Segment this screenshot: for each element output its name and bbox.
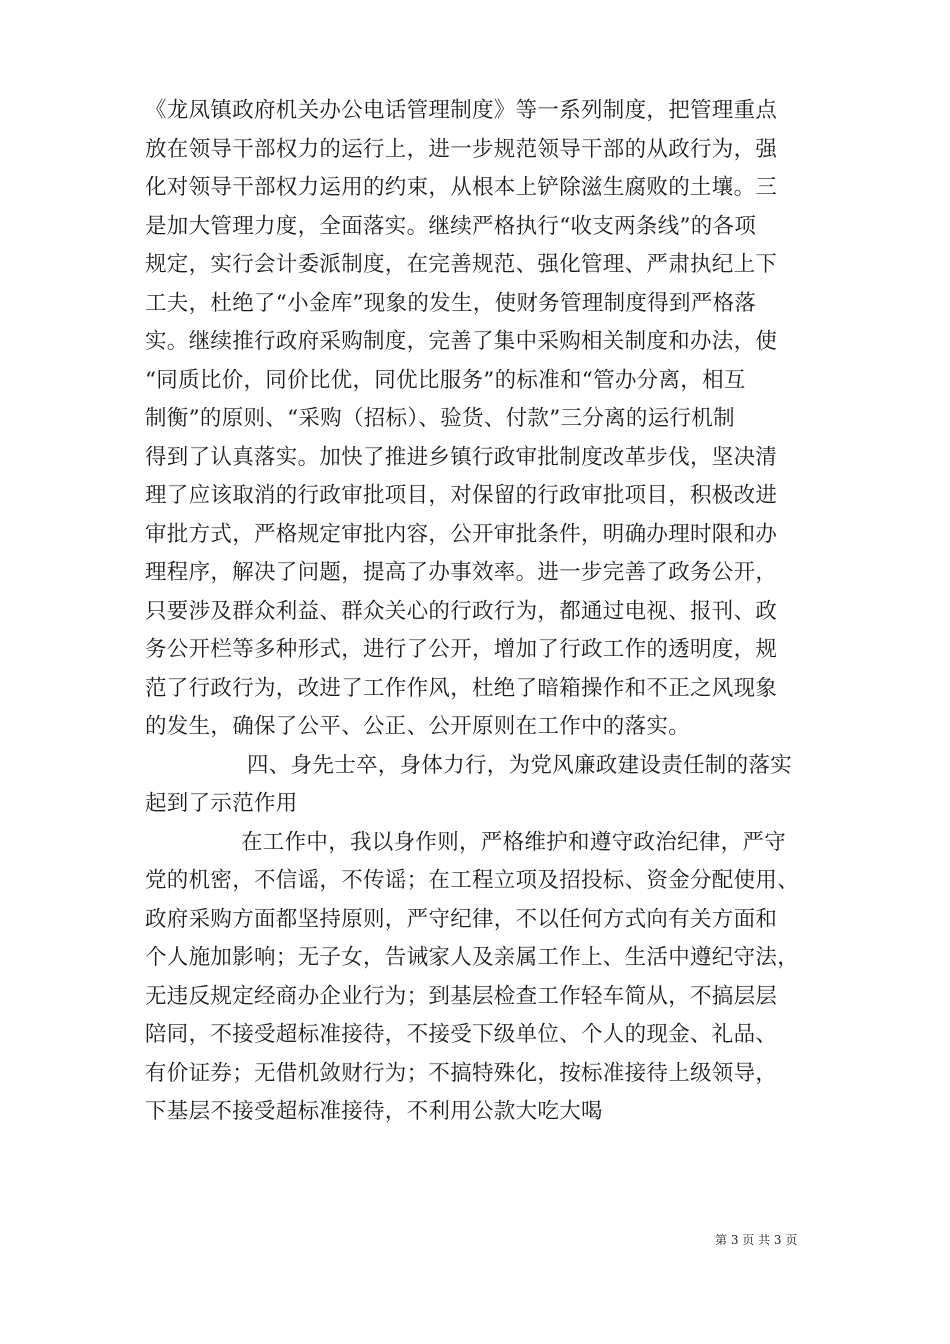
text-line: 规定，实行会计委派制度，在完善规范、强化管理、严肃执纪上下	[145, 252, 778, 277]
text-line: 个人施加影响；无子女，告诫家人及亲属工作上、生活中遵纪守法，	[145, 945, 800, 970]
text-line: 下基层不接受超标准接待，不利用公款大吃大喝	[145, 1099, 603, 1124]
text-line: 《龙凤镇政府机关办公电话管理制度》等一系列制度，把管理重点	[145, 98, 778, 123]
text-line: 只要涉及群众利益、群众关心的行政行为，都通过电视、报刊、政	[145, 598, 778, 624]
text-line: 制衡”的原则、“采购（招标）、验货、付款”三分离的运行机制	[145, 406, 735, 431]
text-line: 是加大管理力度，全面落实。继续严格执行“收支两条线”的各项	[145, 213, 757, 239]
text-line: 化对领导干部权力运用的约束，从根本上铲除滋生腐败的土壤。三	[145, 175, 778, 200]
text-line: “同质比价，同价比优，同优比服务”的标准和“管办分离，相互	[145, 367, 746, 393]
text-line: 范了行政行为，改进了工作作风，杜绝了暗箱操作和不正之风现象	[145, 675, 778, 701]
document-body	[145, 92, 815, 1132]
text-line: 的发生，确保了公平、公正、公开原则在工作中的落实。	[145, 714, 691, 739]
text-line: 理程序，解决了问题，提高了办事效率。进一步完善了政务公开，	[145, 560, 778, 585]
text-line: 得到了认真落实。加快了推进乡镇行政审批制度改革步伐，坚决清	[145, 444, 778, 470]
text-line: 在工作中，我以身作则，严格维护和遵守政治纪律，严守	[241, 829, 787, 855]
text-line: 有价证券；无借机敛财行为；不搞特殊化，按标准接待上级领导，	[145, 1060, 778, 1086]
section-heading-continued: 起到了示范作用	[145, 791, 298, 816]
text-line: 务公开栏等多种形式，进行了公开，增加了行政工作的透明度，规	[145, 637, 778, 662]
page-number: 第 3 页 共 3 页	[715, 1233, 798, 1247]
text-line: 审批方式，严格规定审批内容，公开审批条件，明确办理时限和办	[145, 521, 778, 547]
section-heading: 四、身先士卒，身体力行，为党风廉政建设责任制的落实	[247, 752, 793, 778]
text-line: 理了应该取消的行政审批项目，对保留的行政审批项目，积极改进	[145, 483, 778, 508]
text-line: 实。继续推行政府采购制度，完善了集中采购相关制度和办法，使	[145, 329, 778, 354]
text-line: 无违反规定经商办企业行为；到基层检查工作轻车简从，不搞层层	[145, 983, 778, 1009]
text-line: 党的机密，不信谣，不传谣；在工程立项及招投标、资金分配使用、	[145, 868, 800, 893]
text-line: 工夫，杜绝了“小金库”现象的发生，使财务管理制度得到严格落	[145, 290, 757, 316]
text-line: 陪同，不接受超标准接待，不接受下级单位、个人的现金、礼品、	[145, 1022, 778, 1047]
text-line: 放在领导干部权力的运行上，进一步规范领导干部的从政行为，强	[145, 136, 778, 162]
text-line: 政府采购方面都坚持原则，严守纪律，不以任何方式向有关方面和	[145, 906, 778, 932]
